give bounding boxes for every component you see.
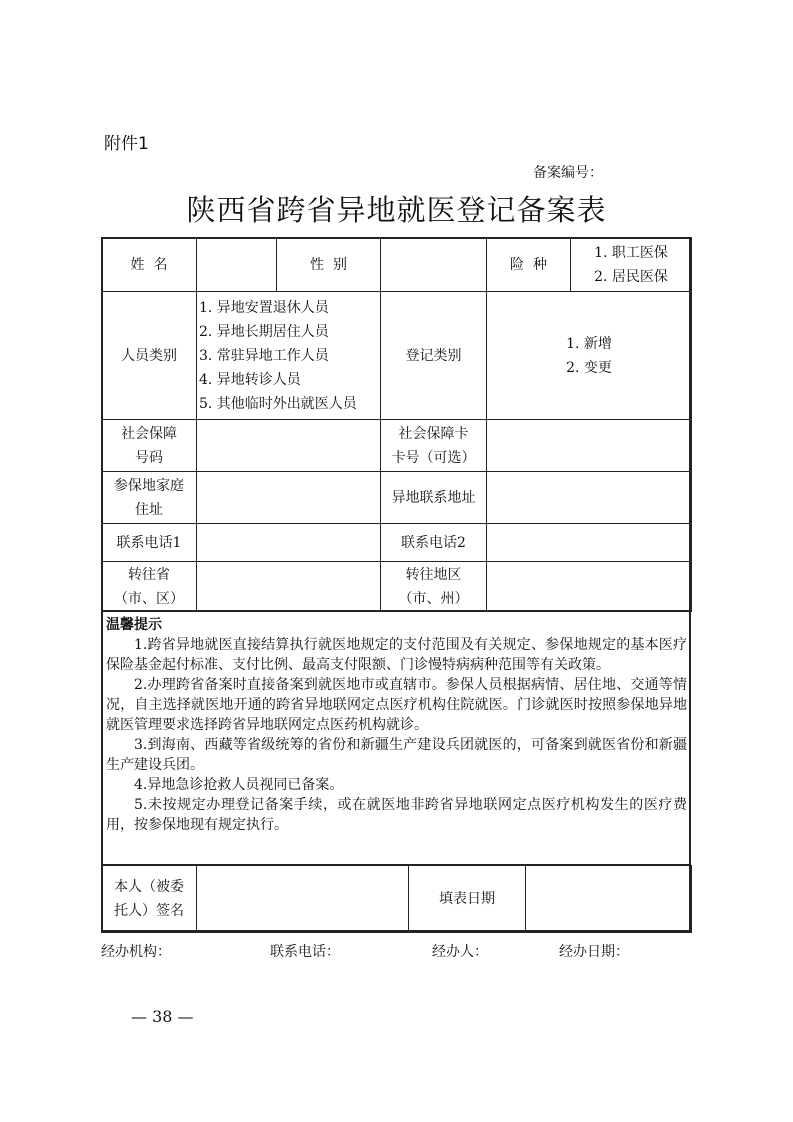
region-label: 转往地区 （市、州） [381,562,487,612]
table-row [102,472,692,524]
table-row [102,420,692,472]
footer-agency: 经办机构： [101,944,171,960]
table-row [102,238,692,292]
register-type-label: 登记类别 [381,292,487,420]
signer-label: 本人（被委 托人）签名 [102,866,197,933]
footer-date: 经办日期： [559,944,629,960]
phone1-field[interactable] [197,524,381,562]
notes-top-divider [101,610,691,611]
notes-bottom-divider [101,864,691,865]
phone2-field[interactable] [487,524,692,562]
person-type-option[interactable]: 1. 异地安置退休人员 [199,299,329,316]
signer-field[interactable] [197,866,409,933]
note-item: 3.到海南、西藏等省级统筹的省份和新疆生产建设兵团就医的，可备案到就医省份和新疆生产建设兵团。 [106,737,687,773]
note-item: 1.跨省异地就医直接结算执行就医地规定的支付范围及有关规定、参保地规定的基本医疗保险基金起付标准、支付比例、最高支付限额、门诊慢特病病种范围等有关政策。 [106,637,687,673]
footer-handler: 经办人： [432,944,488,960]
insurance-option-resident[interactable]: 2. 居民医保 [594,268,668,285]
notes-heading: 温馨提示 [106,617,162,633]
gender-label: 性 别 [277,238,381,292]
phone2-label: 联系电话2 [381,524,487,562]
table-row [102,292,692,420]
register-type-option-new[interactable]: 1. 新增 [566,335,612,352]
table-row [102,866,692,933]
remote-address-label: 异地联系地址 [381,472,487,524]
ss-card-label: 社会保障卡 卡号（可选） [381,420,487,472]
ss-card-field[interactable] [487,420,692,472]
attachment-label: 附件1 [104,134,149,154]
home-address-field[interactable] [197,472,381,524]
notes-section [101,611,691,865]
phone1-label: 联系电话1 [102,524,197,562]
person-type-option[interactable]: 2. 异地长期居住人员 [199,323,329,340]
note-item: 4.异地急诊抢救人员视同已备案。 [134,777,344,793]
gender-field[interactable] [381,238,487,292]
person-type-option[interactable]: 5. 其他临时外出就医人员 [199,395,357,412]
province-field[interactable] [197,562,381,612]
person-type-options[interactable] [197,292,381,420]
table-row [102,562,692,612]
registration-form-table [101,237,692,612]
name-label: 姓 名 [102,238,197,292]
insurance-label: 险 种 [487,238,571,292]
note-item: 2.办理跨省备案时直接备案到就医地市或直辖市。参保人员根据病情、居住地、交通等情况，自主选择就医地开通的跨省异地联网定点医疗机构住院就医。门诊就医时按照参保地异地就医管理要求选择跨省异地联网定点医药机构就诊。 [106,677,687,733]
table-row [102,524,692,562]
date-label: 填表日期 [409,866,526,933]
ss-number-label: 社会保障 号码 [102,420,197,472]
ss-number-field[interactable] [197,420,381,472]
page-number: — 38 — [131,1007,194,1026]
person-type-option[interactable]: 4. 异地转诊人员 [199,371,301,388]
footer-phone: 联系电话： [270,944,340,960]
filing-number-label: 备案编号： [533,165,603,181]
register-type-option-change[interactable]: 2. 变更 [566,359,612,376]
note-item: 5.未按规定办理登记备案手续，或在就医地非跨省异地联网定点医疗机构发生的医疗费用，按参保地现有规定执行。 [106,797,687,833]
insurance-options[interactable] [571,238,692,292]
page-title: 陕西省跨省异地就医登记备案表 [186,193,607,227]
register-type-options[interactable] [487,292,692,420]
person-type-label: 人员类别 [102,292,197,420]
province-label: 转往省 （市、区） [102,562,197,612]
region-field[interactable] [487,562,692,612]
home-address-label: 参保地家庭 住址 [102,472,197,524]
signature-table [101,865,692,933]
person-type-option[interactable]: 3. 常驻异地工作人员 [199,347,329,364]
insurance-option-employee[interactable]: 1. 职工医保 [594,244,668,261]
remote-address-field[interactable] [487,472,692,524]
name-field[interactable] [197,238,277,292]
date-field[interactable] [526,866,692,933]
